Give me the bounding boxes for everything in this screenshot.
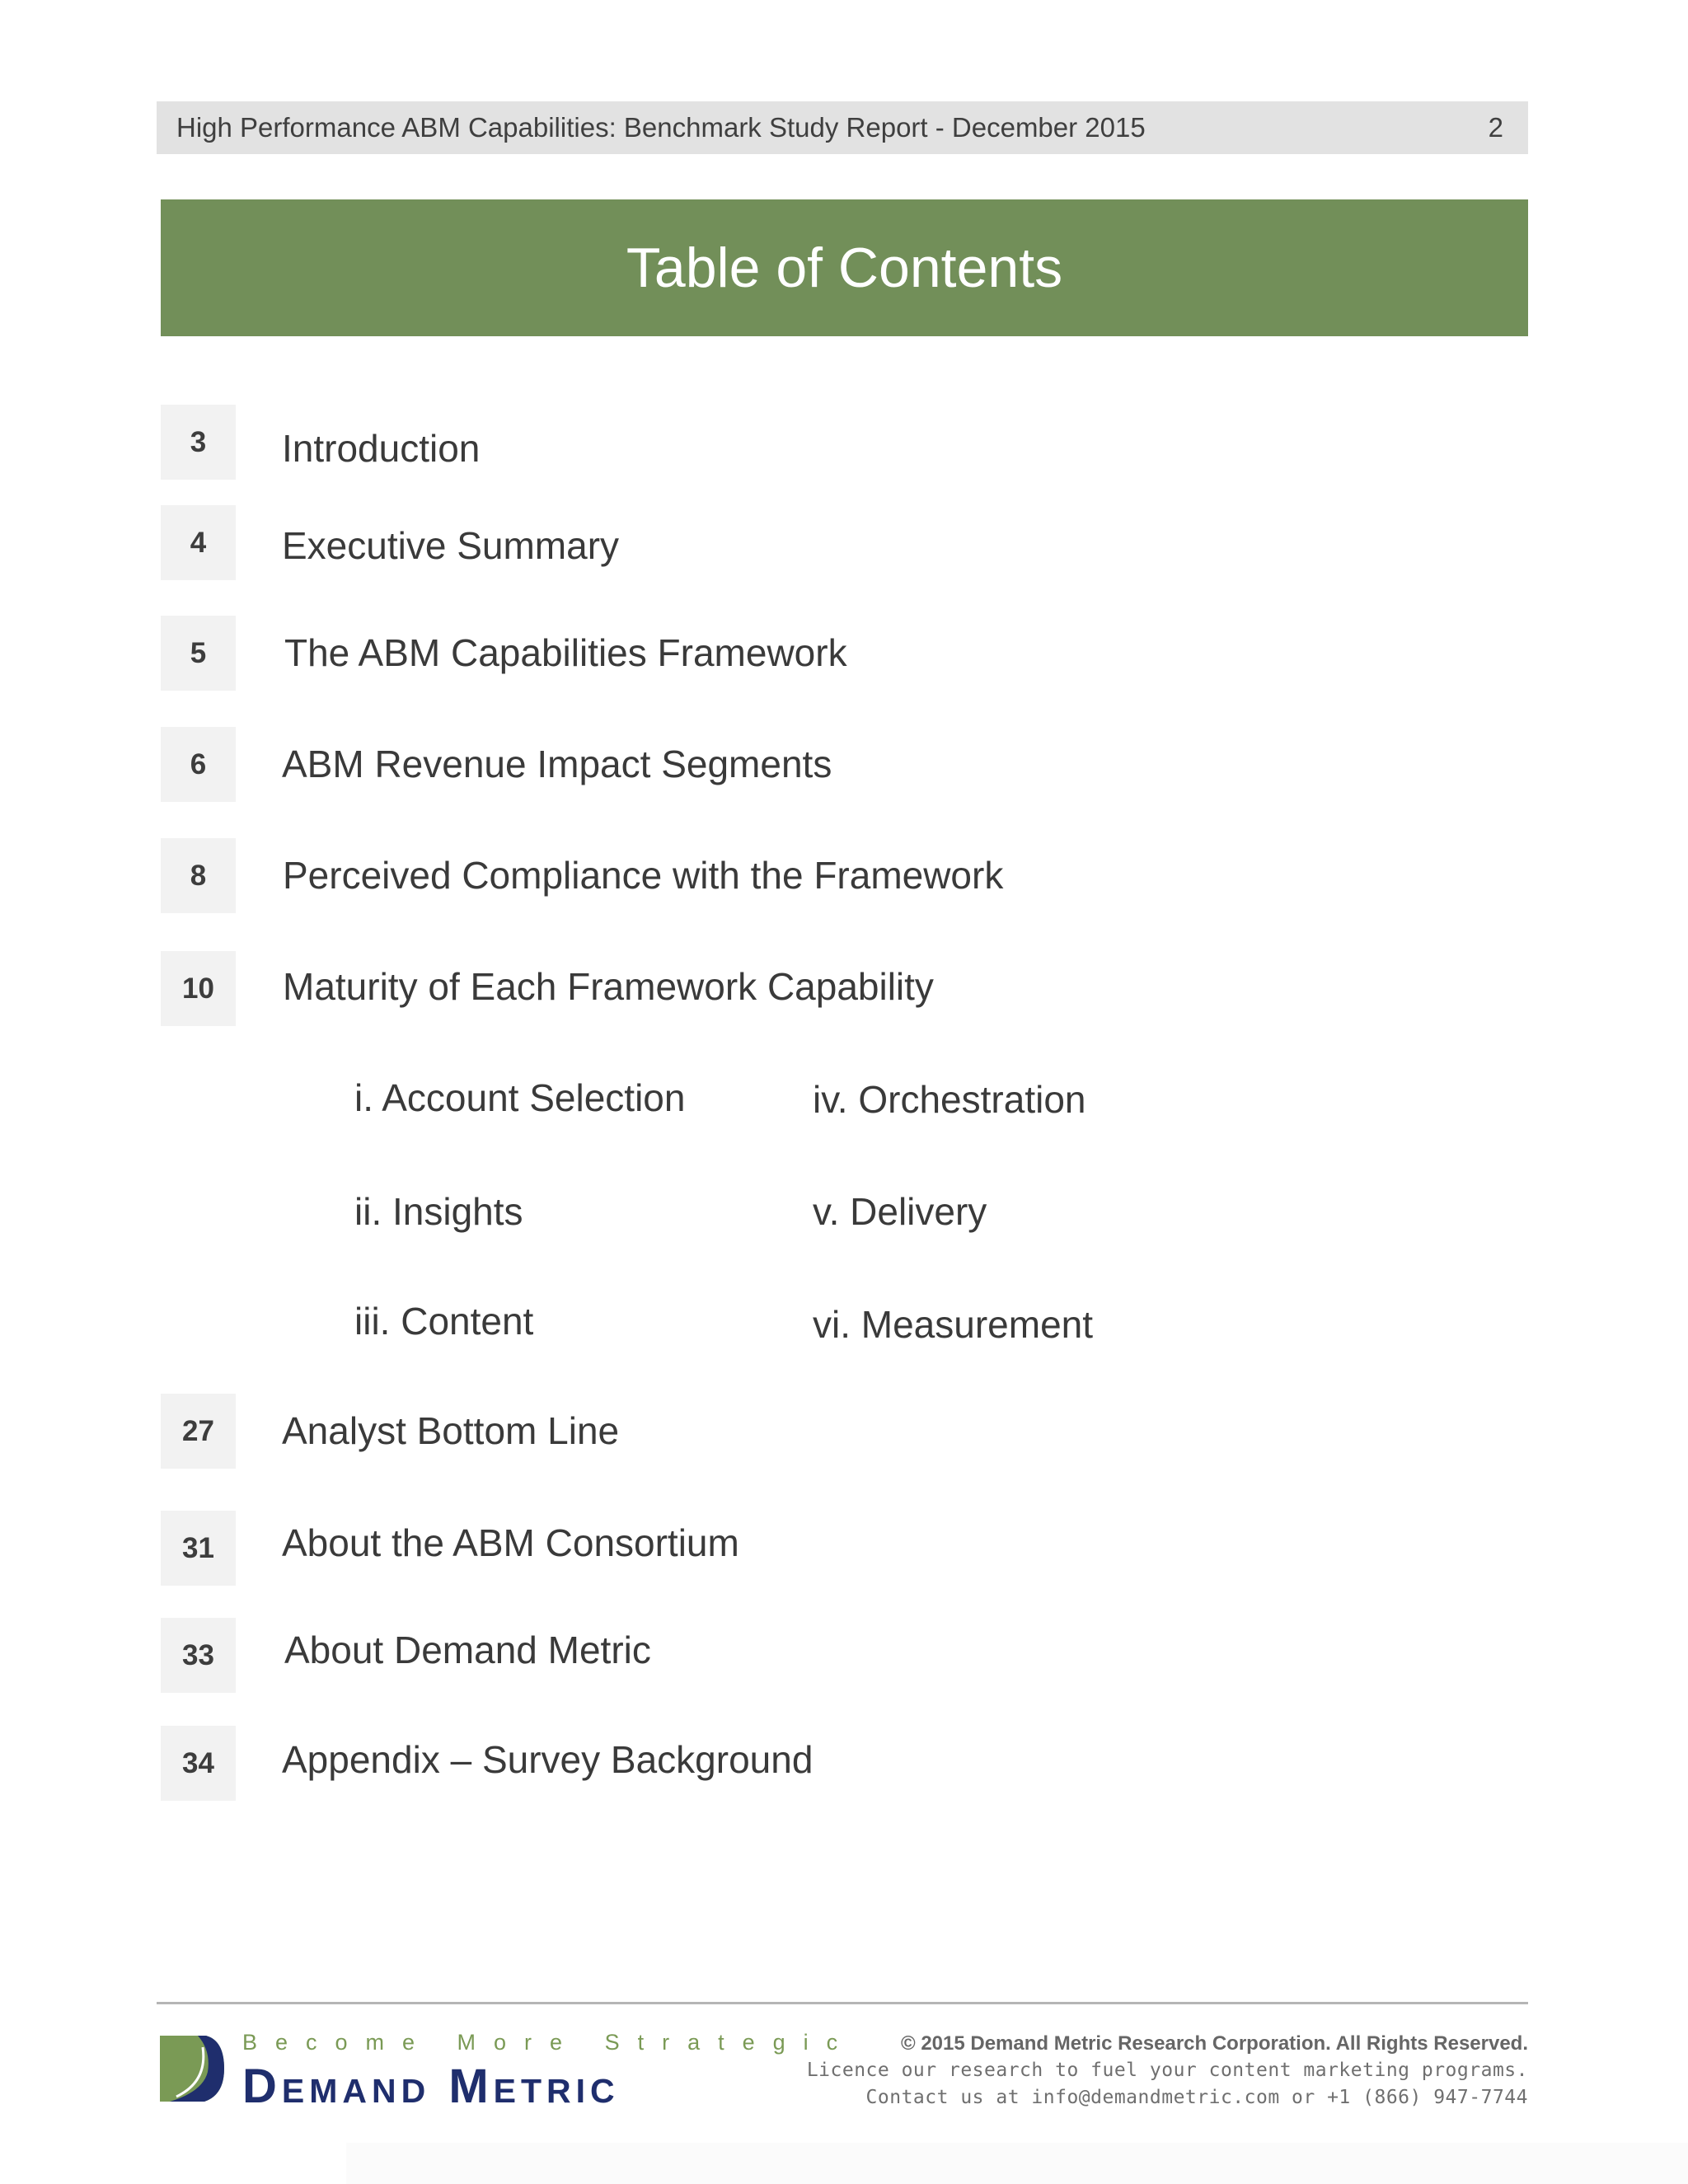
toc-page-number: 10 [161, 951, 236, 1026]
toc-page-number: 6 [161, 727, 236, 802]
toc-entry-label[interactable]: Appendix – Survey Background [282, 1738, 814, 1781]
logo-tagline: Become More Strategic [242, 2030, 856, 2055]
toc-page-number: 31 [161, 1511, 236, 1586]
bottom-shading [346, 2143, 1688, 2184]
toc-page-number: 34 [161, 1726, 236, 1801]
toc-page-number: 3 [161, 405, 236, 480]
capability-account-selection[interactable]: i. Account Selection [354, 1076, 686, 1119]
toc-entry-analyst-bottom-line[interactable] [161, 1394, 620, 1469]
report-title: High Performance ABM Capabilities: Benchmark Study Report - December 2015 [176, 112, 1146, 143]
running-header [157, 101, 1528, 154]
toc-entry-abm-consortium[interactable] [161, 1511, 739, 1586]
footer-copyright-block [807, 2030, 1528, 2111]
capability-measurement[interactable]: vi. Measurement [813, 1303, 1094, 1346]
toc-entry-executive-summary[interactable] [161, 505, 620, 580]
capability-insights[interactable]: ii. Insights [354, 1190, 523, 1233]
toc-page-number: 8 [161, 838, 236, 913]
capability-content[interactable]: iii. Content [354, 1300, 534, 1343]
toc-page-number: 27 [161, 1394, 236, 1469]
toc-entry-about-demand-metric[interactable] [161, 1618, 651, 1693]
licence-line: Licence our research to fuel your content marketing programs. [806, 2060, 1528, 2081]
toc-entry-perceived-compliance[interactable] [161, 838, 1004, 913]
toc-entry-introduction[interactable] [161, 405, 481, 480]
toc-entry-label[interactable]: About the ABM Consortium [282, 1521, 739, 1564]
toc-entry-label[interactable]: Perceived Compliance with the Framework [283, 854, 1004, 897]
logo-wordmark: Demand Metric [242, 2060, 620, 2113]
footer-divider [157, 2002, 1528, 2004]
toc-entry-appendix[interactable] [161, 1726, 814, 1801]
toc-entry-revenue-segments[interactable] [161, 727, 832, 802]
capability-orchestration[interactable]: iv. Orchestration [813, 1078, 1086, 1121]
toc-entry-label[interactable]: Analyst Bottom Line [282, 1409, 620, 1452]
toc-entry-label[interactable]: The ABM Capabilities Framework [284, 631, 847, 674]
toc-entry-label[interactable]: ABM Revenue Impact Segments [282, 743, 832, 785]
toc-page-number: 33 [161, 1618, 236, 1693]
capability-delivery[interactable]: v. Delivery [813, 1190, 987, 1233]
page-number: 2 [1488, 112, 1503, 143]
toc-page-number: 5 [161, 616, 236, 691]
toc-entry-label[interactable]: Maturity of Each Framework Capability [283, 965, 934, 1008]
contact-line[interactable]: Contact us at info@demandmetric.com or +1 (866) 947-7744 [865, 2087, 1528, 2108]
toc-banner [161, 199, 1528, 336]
toc-entry-maturity[interactable] [161, 951, 934, 1026]
toc-entry-label[interactable]: Executive Summary [282, 524, 620, 567]
toc-entry-abm-framework[interactable] [161, 616, 847, 691]
toc-entry-label[interactable]: About Demand Metric [284, 1629, 651, 1671]
toc-entry-label[interactable]: Introduction [282, 427, 481, 470]
toc-title: Table of Contents [626, 237, 1063, 299]
copyright-line: © 2015 Demand Metric Research Corporation. All Rights Reserved. [900, 2032, 1528, 2055]
toc-page-number: 4 [161, 505, 236, 580]
